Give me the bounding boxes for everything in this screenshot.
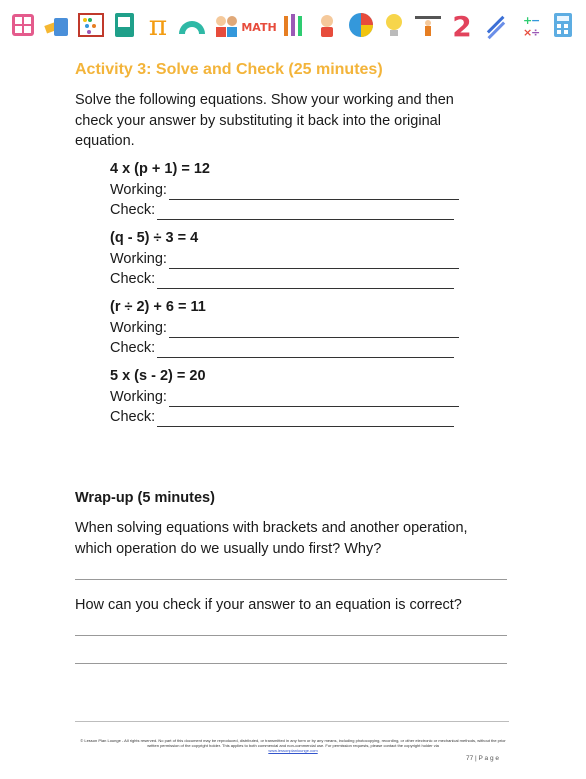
pie-chart-icon: [346, 10, 376, 40]
working-answer-line[interactable]: [169, 392, 459, 407]
math-symbols-icon: [514, 10, 544, 40]
weightlifter-icon: [413, 10, 443, 40]
check-label: Check:: [110, 271, 156, 287]
check-answer-line[interactable]: [157, 205, 454, 220]
lightbulb-icon: [379, 10, 409, 40]
working-answer-line[interactable]: [169, 185, 459, 200]
equation: 5 x (s - 2) = 20: [110, 368, 206, 384]
working-answer-line[interactable]: [169, 323, 459, 338]
child-with-math-symbols-icon: [312, 10, 342, 40]
svg-text:+: +: [523, 14, 533, 27]
calculator-icon-2: [548, 10, 578, 40]
activity-instructions: Solve the following equations. Show your working and then check your answer by substituting it back into the original equation.: [75, 92, 454, 149]
problem-block: [110, 228, 459, 289]
check-label: Check:: [110, 409, 156, 425]
svg-text:÷: ÷: [531, 26, 541, 39]
copyright-text: © Lesson Plan Lounge - All rights reserved. No part of this document may be reproduced, distributed, or transmitted in any form or by any means, including photocopying, recording, or other electronic or mechanical methods, without the prior written permission of the copyright holder. This applies to both commercial and non-commercial use. For permission requests, please contact the copyright holder via: [80, 738, 506, 748]
working-label: Working:: [110, 250, 167, 267]
abacus-icon: [76, 10, 106, 40]
svg-text:π: π: [148, 9, 168, 42]
raised-hands-icon: [278, 10, 308, 40]
page-number: 77 | P a g e: [466, 755, 500, 762]
working-answer-line[interactable]: [169, 254, 459, 269]
answer-line[interactable]: [75, 663, 507, 664]
wrapup-title: Wrap-up (5 minutes): [75, 490, 215, 506]
svg-text:MATH: MATH: [241, 21, 277, 34]
ruler-calculator-icon: [42, 10, 72, 40]
equation: 4 x (p + 1) = 12: [110, 161, 210, 177]
footer-divider: [75, 721, 509, 722]
footer-copyright: [80, 738, 506, 753]
svg-text:2: 2: [452, 10, 472, 43]
working-label: Working:: [110, 388, 167, 405]
activity-title: Activity 3: Solve and Check (25 minutes): [75, 61, 383, 78]
check-label: Check:: [110, 340, 156, 356]
check-answer-line[interactable]: [157, 343, 454, 358]
header-icon-strip: [8, 8, 578, 42]
problem-block: [110, 366, 459, 427]
pencils-icon: [481, 10, 511, 40]
equation: (r ÷ 2) + 6 = 11: [110, 299, 206, 315]
check-label: Check:: [110, 202, 156, 218]
working-label: Working:: [110, 181, 167, 198]
calculator-icon: [8, 10, 38, 40]
answer-line[interactable]: [75, 579, 507, 580]
problem-block: [110, 297, 459, 358]
svg-text:−: −: [531, 14, 541, 27]
answer-line[interactable]: [75, 635, 507, 636]
protractor-icon: [177, 10, 207, 40]
check-answer-line[interactable]: [157, 274, 454, 289]
kids-doing-math-icon: [211, 10, 241, 40]
math-book-icon: [109, 10, 139, 40]
math-word-icon: [241, 10, 277, 40]
working-label: Working:: [110, 319, 167, 336]
svg-text:×: ×: [523, 26, 533, 39]
wrapup-question-2: How can you check if your answer to an equation is correct?: [75, 597, 462, 613]
footer-website-link[interactable]: www.lessonplanlounge.com: [268, 748, 318, 753]
equation: (q - 5) ÷ 3 = 4: [110, 230, 199, 246]
number-two-icon: [447, 10, 477, 43]
check-answer-line[interactable]: [157, 412, 454, 427]
pi-symbol-icon: [143, 10, 173, 40]
problem-block: [110, 159, 459, 220]
wrapup-question-1: When solving equations with brackets and another operation, which operation do we usually undo first? Why?: [75, 520, 468, 557]
